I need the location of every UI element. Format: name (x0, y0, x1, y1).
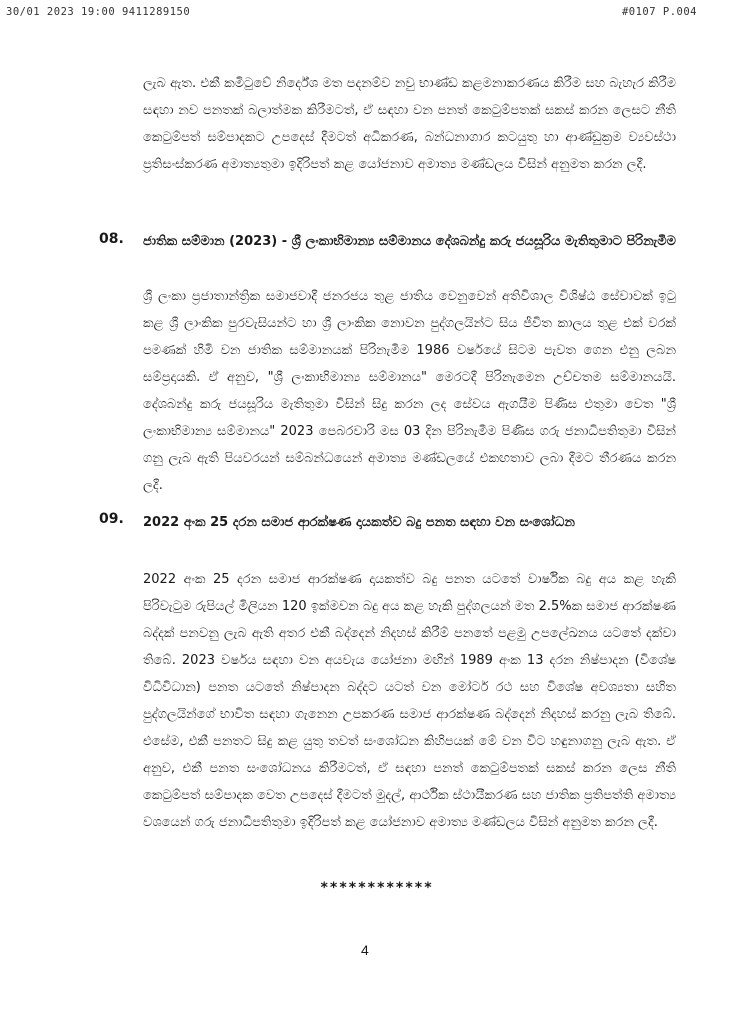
section-09-title: 2022 අංක 25 දරන සමාජ ආරක්ෂණ දායකත්ව බදු පනත සඳහා වන සංශෝධන (143, 515, 575, 530)
section-08-body: ශ්‍රී ලංකා ප්‍රජාතාන්ත්‍රික සමාජවාදී ජනරජය තුළ ජාතිය වෙනුවෙන් අතිවිශාල විශිෂ්ඨ සේවාවක් ඉටු කළ ශ්‍රී ලාංකික පුරවැසියන්ට හා ශ්‍රී ලාංකික නොවන පුද්ගලයින්ට සිය ජීවිත කාලය තුළ එක් වරක් පමණක් හිමි වන ජාතික සම්මානයක් පිරිනැමීම 1986 වර්ෂයේ සිටම පැවත ගෙන එනු ලබන සම්ප්‍රදායකි. ඒ අනුව, "ශ්‍රී ලංකාභිමාන්‍ය සම්මානය" මෙරටදී පිරිනැමෙන උච්චතම සම්මානයයි. දේශබන්දු කරු ජයසූරිය මැතිතුමා විසින් සිදු කරන ලද සේවය ඇගයීම පිණිස එතුමා වෙත "ශ්‍රී ලංකාභිමාන්‍ය සම්මානය" 2023 පෙබරවාරි මස 03 දින පිරිනැමීම පිණිස ගරු ජනාධිපතිතුමා විසින් ගනු ලැබ ඇති පියවරයන් සම්බන්ධයෙන් අමාත්‍ය මණ්ඩලයේ එකඟතාව ලබා දීමට තීරණය කරන ලදී. (143, 289, 676, 493)
section-08-number: 08. (99, 231, 124, 247)
fax-header-right: #0107 P.004 (621, 6, 697, 18)
page-number: 4 (361, 942, 369, 958)
fax-header-left: 30/01 2023 19:00 9411289150 (6, 6, 191, 18)
section-09-body: 2022 අංක 25 දරන සමාජ ආරක්ෂණ දායකත්ව බදු පනත යටතේ වාර්ෂික බදු අය කළ හැකි පිරිවැටුම රුපියල් මිලියන 120 ඉක්මවන බදු අය කළ හැකි පුද්ගලයන් මත 2.5%ක සමාජ ආරක්ෂණ බද්දක් පනවනු ලැබ ඇති අතර එකී බද්දෙන් නිදහස් කිරීම් පනතේ පළමු උපලේඛනය යටතේ දක්වා තිබේ. 2023 වර්ෂය සඳහා වන අයවැය යෝජනා මඟින් 1989 අංක 13 දරන නිෂ්පාදන (විශේෂ විධිවිධාන) පනත යටතේ නිෂ්පාදන බද්දට යටත් වන මෝටර් රථ සහ විශේෂ අවශ්‍යතා සහිත පුද්ගලයින්ගේ භාවිත සඳහා ගැනෙන උපකරණ සමාජ ආරක්ෂණ බද්දෙන් නිදහස් කරනු ලැබ තිබේ. එසේම, එකී පනතට සිදු කළ යුතු තවත් සංශෝධන කිහිපයක් මේ වන විට හඳුනාගනු ලැබ ඇත. ඒ අනුව, එකී පනත සංශෝධනය කිරීමටත්, ඒ සඳහා පනත් කෙටුම්පතක් සකස් කරන ලෙස නීති කෙටුම්පත් සම්පාදක වෙත උපදෙස් දීමටත් මුදල්, ආර්ථික ස්ථායීකරණ සහ ජාතික ප්‍රතිපත්ති අමාත්‍ය වශයෙන් ගරු ජනාධිපතිතුමා ඉදිරිපත් කළ යෝජනාව අමාත්‍ය මණ්ඩලය විසින් අනුමත කරන ලදී. (143, 572, 676, 830)
section-09-number: 09. (99, 511, 124, 527)
section-08-title: ජාතික සම්මාන (2023) - ශ්‍රී ලංකාභිමාන්‍ය සම්මානය දේශබන්දු කරු ජයසූරිය මැතිතුමාට පිරිනැමීම (143, 234, 676, 249)
intro-paragraph: ලැබ ඇත. එකී කමිටුවේ නිර්දේශ මත පදනම්ව නවු භාණ්ඩ කළමනාකරණය කිරීම සහ බැහැර කිරීම සඳහා නව පනතක් බලාත්මක කිරීමටත්, ඒ සඳහා වන පනත් කෙටුම්පතක් සකස් කරන ලෙසට නීති කෙටුම්පත් සම්පාදකට උපදෙස් දීමටත් අධිකරණ, බන්ධනාගාර කටයුතු හා ආණ්ඩුක්‍රම ව්‍යවස්ථා ප්‍රතිසංස්කරණ අමාත්‍යතුමා ඉදිරිපත් කළ යෝජනාව අමාත්‍ය මණ්ඩලය විසින් අනුමත කරන ලදී. (143, 76, 676, 172)
end-separator: ************ (320, 880, 434, 896)
